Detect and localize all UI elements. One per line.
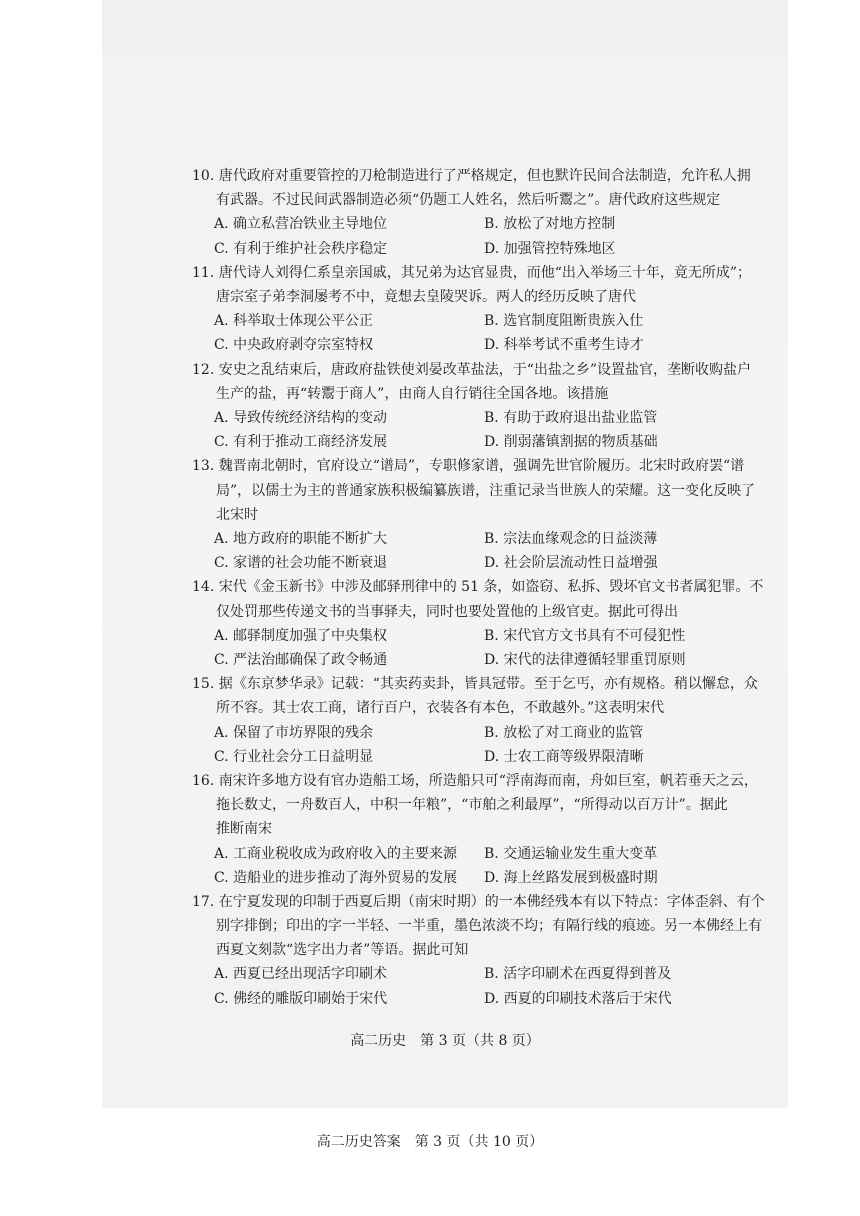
option-row — [192, 745, 772, 769]
question-stem: 12. 安史之乱结束后，唐政府盐铁使刘晏改革盐法，于“出盐之乡”设置盐官，垄断收购盐户 — [192, 361, 752, 378]
question-stem: 15. 据《东京梦华录》记载：“其卖药卖卦，皆具冠带。至于乞丐，亦有规格。稍以懈怠，众 — [192, 676, 758, 693]
question-block — [192, 358, 772, 455]
answer-page-footer: 高二历史答案 第 3 页（共 10 页） — [316, 1134, 544, 1150]
option-row — [192, 721, 772, 745]
answer-option: C. 严法治邮确保了政令畅通 — [214, 651, 388, 668]
answer-option: C. 造船业的进步推动了海外贸易的发展 — [214, 869, 458, 886]
question-block — [192, 261, 772, 358]
question-stem-continued: 仅处罚那些传递文书的当事驿夫，同时也要处置他的上级官吏。据此可得出 — [216, 603, 678, 620]
answer-option: B. 选官制度阻断贵族入仕 — [484, 313, 644, 330]
answer-option: A. 邮驿制度加强了中央集权 — [214, 627, 388, 644]
question-stem: 10. 唐代政府对重要管控的刀枪制造进行了严格规定，但也默许民间合法制造，允许私人拥 — [192, 168, 751, 184]
answer-option: A. 地方政府的职能不断扩大 — [214, 530, 388, 547]
answer-option: A. 导致传统经济结构的变动 — [214, 409, 388, 426]
answer-option: D. 海上丝路发展到极盛时期 — [484, 869, 658, 886]
question-stem: 11. 唐代诗人刘得仁系皇亲国戚，其兄弟为达官显贵，而他“出入举场三十年，竟无所成”； — [192, 264, 752, 281]
option-row — [192, 430, 772, 454]
question-stem-continued: 有武器。不过民间武器制造必须“仍题工人姓名，然后听鬻之”。唐代政府这些规定 — [216, 192, 721, 209]
option-row — [192, 648, 772, 672]
answer-option: D. 宋代的法律遵循轻罪重罚原则 — [484, 651, 686, 668]
question-stem-continued: 北宋时 — [216, 506, 258, 523]
answer-option: C. 家谱的社会功能不断衰退 — [214, 555, 388, 572]
question-stem-continued: 生产的盐，再“转鬻于商人”，由商人自行销往全国各地。该措施 — [216, 385, 609, 402]
option-row — [192, 842, 772, 866]
question-stem-continued: 西夏文刻款“选字出力者”等语。据此可知 — [216, 942, 469, 959]
option-row — [192, 237, 772, 261]
question-stem: 17. 在宁夏发现的印制于西夏后期（南宋时期）的一本佛经残本有以下特点：字体歪斜、有个 — [192, 893, 765, 910]
question-block — [192, 164, 772, 261]
answer-option: B. 宗法血缘观念的日益淡薄 — [484, 530, 658, 547]
answer-option: C. 佛经的雕版印刷始于宋代 — [214, 990, 388, 1007]
question-stem-continued: 拖长数丈，一舟数百人，中积一年粮”，“市舶之利最厚”，“所得动以百万计”。据此 — [216, 797, 728, 814]
option-row — [192, 333, 772, 357]
answer-option: D. 士农工商等级界限清晰 — [484, 748, 644, 765]
question-stem: 16. 南宋许多地方设有官办造船工场，所造船只可“浮南海而南，舟如巨室，帆若垂天之云， — [192, 772, 758, 789]
answer-option: A. 工商业税收成为政府收入的主要来源 — [214, 845, 458, 862]
question-stem-continued: 局”，以儒士为主的普通家族积极编纂族谱，注重记录当世族人的荣耀。这一变化反映了 — [216, 482, 756, 499]
question-block — [192, 454, 772, 575]
answer-option: C. 中央政府剥夺宗室特权 — [214, 337, 374, 354]
question-stem-continued: 推断南宋 — [216, 821, 272, 838]
answer-option: B. 放松了对地方控制 — [484, 216, 616, 233]
option-row — [192, 551, 772, 575]
answer-option: B. 放松了对工商业的监管 — [484, 724, 644, 741]
option-row — [192, 624, 772, 648]
question-stem: 14. 宋代《金玉新书》中涉及邮驿刑律中的 51 条，如盗窃、私拆、毁坏官文书者属犯罪。不 — [192, 579, 764, 596]
option-row — [192, 527, 772, 551]
answer-option: D. 社会阶层流动性日益增强 — [484, 555, 658, 572]
option-row — [192, 866, 772, 890]
answer-option: D. 削弱藩镇割据的物质基础 — [484, 434, 658, 451]
question-block — [192, 769, 772, 890]
answer-option: B. 有助于政府退出盐业监管 — [484, 409, 658, 426]
answer-option: A. 科举取士体现公平公正 — [214, 313, 374, 330]
answer-option: D. 加强管控特殊地区 — [484, 240, 616, 257]
option-row — [192, 987, 772, 1011]
question-stem-continued: 别字排倒；印出的字一半轻、一半重，墨色浓淡不均；有隔行线的痕迹。另一本佛经上有 — [216, 918, 762, 935]
answer-option: B. 宋代官方文书具有不可侵犯性 — [484, 627, 686, 644]
question-block — [192, 672, 772, 769]
answer-option: B. 交通运输业发生重大变革 — [484, 845, 658, 862]
answer-option: D. 科举考试不重考生诗才 — [484, 337, 644, 354]
answer-option: C. 有利于维护社会秩序稳定 — [214, 240, 388, 257]
answer-option: B. 活字印刷术在西夏得到普及 — [484, 966, 672, 983]
question-stem-continued: 唐宗室子弟李洞屡考不中，竟想去皇陵哭诉。两人的经历反映了唐代 — [216, 288, 636, 305]
answer-option: A. 确立私营冶铁业主导地位 — [214, 216, 388, 233]
option-row — [192, 212, 772, 236]
answer-option: D. 西夏的印刷技术落后于宋代 — [484, 990, 672, 1007]
option-row — [192, 309, 772, 333]
answer-option: C. 行业社会分工日益明显 — [214, 748, 374, 765]
question-block — [192, 890, 772, 1011]
question-block — [192, 575, 772, 672]
option-row — [192, 962, 772, 986]
answer-option: A. 保留了市坊界限的残余 — [214, 724, 374, 741]
option-row — [192, 406, 772, 430]
answer-option: C. 有利于推动工商经济发展 — [214, 434, 388, 451]
exam-page-footer: 高二历史 第 3 页（共 8 页） — [350, 1033, 540, 1049]
question-stem: 13. 魏晋南北朝时，官府设立“谱局”，专职修家谱，强调先世官阶履历。北宋时政府罢“谱 — [192, 458, 745, 475]
question-list — [192, 164, 772, 1011]
answer-option: A. 西夏已经出现活字印刷术 — [214, 966, 388, 983]
question-stem-continued: 所不容。其士农工商，诸行百户，衣装各有本色，不敢越外。”这表明宋代 — [216, 700, 665, 717]
